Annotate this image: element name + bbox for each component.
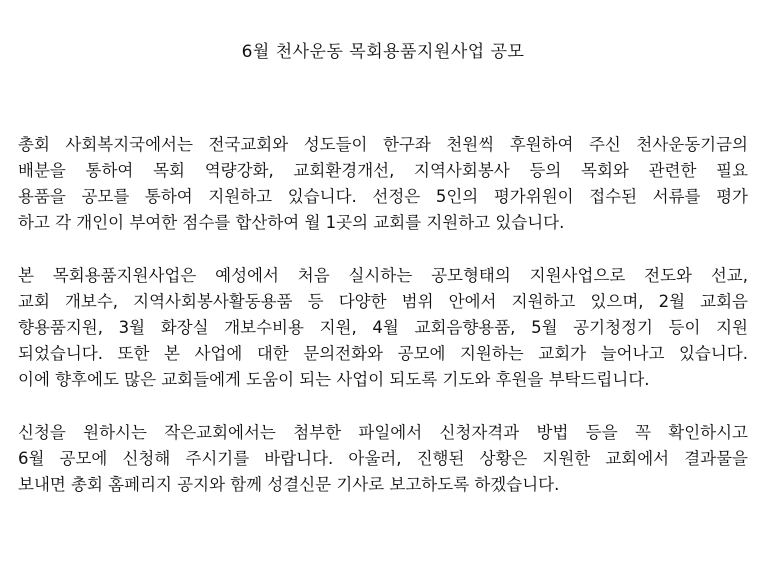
paragraph-2	[18, 263, 748, 393]
paragraph-line: 교회 개보수, 지역사회봉사활동용품 등 다양한 범위 안에서 지원하고 있으며, 2월 교회음	[18, 292, 748, 311]
paragraph-line: 총회 사회복지국에서는 전국교회와 성도들이 한구좌 천원씩 후원하여 주신 천사운동기금의	[18, 135, 748, 154]
document-body	[18, 132, 748, 525]
paragraph-line: 향용품지원, 3월 화장실 개보수비용 지원, 4월 교회음향용품, 5월 공기청정기 등이 지원	[18, 318, 748, 337]
paragraph-line: 신청을 원하시는 작은교회에서는 첨부한 파일에서 신청자격과 방법 등을 꼭 확인하시고	[18, 423, 748, 442]
paragraph-line: 보내면 총회 홈페리지 공지와 함께 성결신문 기사로 보고하도록 하겠습니다.	[18, 475, 560, 494]
paragraph-line: 6월 공모에 신청해 주시기를 바랍니다. 아울러, 진행된 상황은 지원한 교회에서 결과물을	[18, 449, 748, 468]
paragraph-line: 용품을 공모를 통하여 지원하고 있습니다. 선정은 5인의 평가위원이 접수된 서류를 평가	[18, 187, 748, 206]
paragraph-line: 되었습니다. 또한 본 사업에 대한 문의전화와 공모에 지원하는 교회가 늘어나고 있습니다.	[18, 344, 748, 363]
paragraph-3	[18, 420, 748, 498]
paragraph-line: 본 목회용품지원사업은 예성에서 처음 실시하는 공모형태의 지원사업으로 전도와 선교,	[18, 266, 748, 285]
paragraph-line: 이에 향후에도 많은 교회들에게 도움이 되는 사업이 되도록 기도와 후원을 부탁드립니다.	[18, 370, 650, 389]
document-title: 6월 천사운동 목회용품지원사업 공모	[241, 42, 525, 62]
paragraph-1	[18, 132, 748, 236]
paragraph-line: 하고 각 개인이 부여한 점수를 합산하여 월 1곳의 교회를 지원하고 있습니다.	[18, 213, 565, 232]
paragraph-line: 배분을 통하여 목회 역량강화, 교회환경개선, 지역사회봉사 등의 목회와 관련한 필요	[18, 161, 748, 180]
